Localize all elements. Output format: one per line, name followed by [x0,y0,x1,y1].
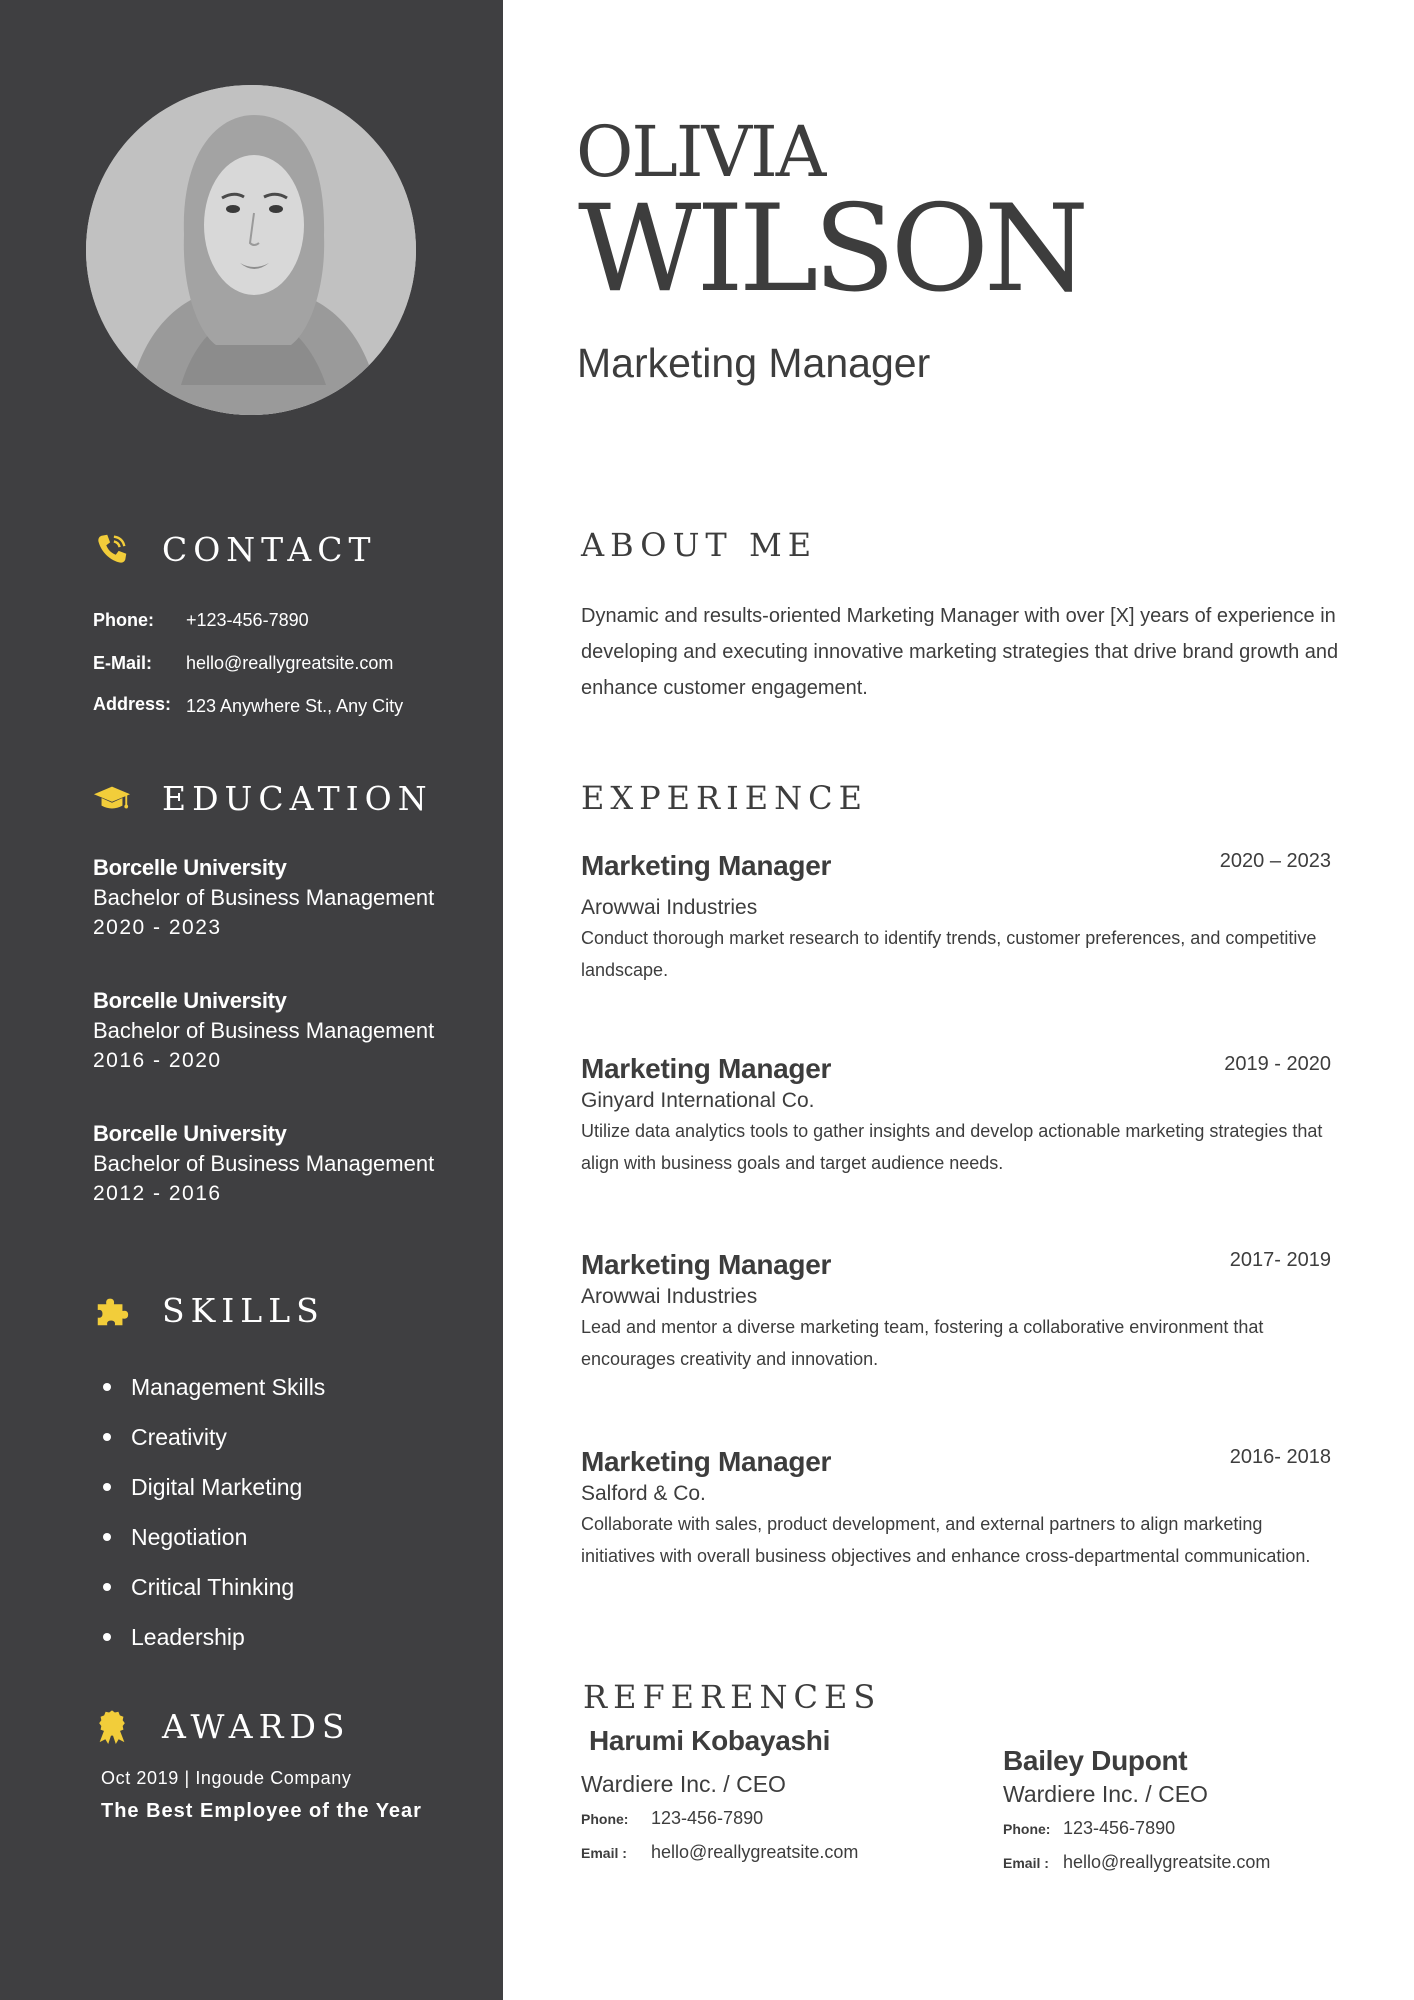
skill-item [103,1562,325,1612]
education-item [93,1119,434,1209]
education-school: Borcelle University [93,988,287,1013]
experience-role: Marketing Manager [581,1249,832,1280]
experience-role: Marketing Manager [581,850,832,881]
reference-company: Wardiere Inc. / CEO [1003,1781,1208,1807]
experience-role: Marketing Manager [581,1053,832,1084]
about-text: Dynamic and results-oriented Marketing Manager with over [X] years of experience in developing and executing innovative marketing strategies that drive brand growth and enhance customer engagement. [581,605,1339,699]
experience-company: Arowwai Industries [581,1285,758,1308]
graduation-cap-icon [92,778,132,818]
skill-item [103,1512,325,1562]
skills-list [103,1362,325,1662]
phone-label: Phone: [93,610,154,630]
reference-item [1003,1745,1271,1886]
skill-item [103,1612,325,1662]
phone-value[interactable]: +123-456-7890 [186,610,309,630]
skill-label: Leadership [131,1623,245,1650]
bullet-icon [103,1533,111,1541]
education-school: Borcelle University [93,1121,287,1146]
first-name: OLIVIA [576,111,825,193]
reference-phone-label: Phone: [581,1811,629,1827]
bullet-icon [103,1433,111,1441]
skill-item [103,1462,325,1512]
education-item [93,853,434,943]
experience-period: 2017- 2019 [1229,1249,1331,1271]
references-heading: REFERENCES [583,1678,882,1716]
reference-email-row [1003,1852,1271,1886]
education-years: 2016 - 2020 [93,1049,222,1072]
sidebar [0,0,503,2000]
award-title: The Best Employee of the Year [101,1800,422,1822]
education-years: 2020 - 2023 [93,916,222,939]
education-heading [92,778,433,818]
phone-icon [92,529,132,569]
skill-label: Negotiation [131,1523,248,1550]
experience-role: Marketing Manager [581,1446,832,1477]
address-value: 123 Anywhere St., Any City [186,696,404,716]
awards-heading-text: AWARDS [162,1706,351,1746]
skills-heading-text: SKILLS [162,1290,325,1330]
education-heading-text: EDUCATION [162,778,433,818]
contact-heading-text: CONTACT [162,529,377,569]
about-heading: ABOUT ME [581,526,818,564]
education-degree: Bachelor of Business Management [93,885,435,910]
address-label: Address: [93,694,172,714]
skill-item [103,1412,325,1462]
reference-phone[interactable]: 123-456-7890 [651,1808,764,1828]
reference-email[interactable]: hello@reallygreatsite.com [651,1842,859,1862]
experience-description: Collaborate with sales, product development, and external partners to align marketing initiatives with overall business objectives and enhance cross-departmental communication. [581,1514,1311,1566]
reference-company: Wardiere Inc. / CEO [581,1771,786,1797]
contact-heading [92,529,376,569]
skill-label: Digital Marketing [131,1473,303,1500]
experience-period: 2020 – 2023 [1219,850,1331,872]
reference-phone-row [1003,1818,1208,1852]
experience-item [581,1053,1331,1179]
experience-description: Utilize data analytics tools to gather insights and develop actionable marketing strategies that align with business goals and target audience needs. [581,1121,1323,1173]
skill-item [103,1362,325,1412]
reference-name: Harumi Kobayashi [589,1725,831,1756]
education-degree: Bachelor of Business Management [93,1018,435,1043]
experience-description: Lead and mentor a diverse marketing team, fostering a collaborative environment that encourages creativity and innovation. [581,1317,1264,1369]
portrait-photo-icon [86,85,416,415]
reference-email-label: Email : [581,1845,627,1861]
email-label: E-Mail: [93,653,153,673]
award-date: Oct 2019 | Ingoude Company [101,1768,352,1788]
experience-item [581,1446,1331,1572]
email-value[interactable]: hello@reallygreatsite.com [186,653,394,673]
reference-email-label: Email : [1003,1855,1049,1871]
reference-email[interactable]: hello@reallygreatsite.com [1063,1852,1271,1872]
experience-item [581,1249,1331,1375]
reference-phone-label: Phone: [1003,1821,1051,1837]
experience-item [581,850,1331,986]
experience-company: Arowwai Industries [581,896,758,919]
experience-description: Conduct thorough market research to identify trends, customer preferences, and competitive landscape. [581,928,1317,980]
experience-period: 2016- 2018 [1229,1446,1331,1468]
experience-company: Salford & Co. [581,1482,706,1505]
skill-label: Creativity [131,1423,227,1450]
experience-company: Ginyard International Co. [581,1089,815,1112]
skills-heading [92,1290,325,1330]
reference-item [581,1725,859,1876]
reference-email-row [581,1842,859,1876]
bullet-icon [103,1633,111,1641]
reference-phone[interactable]: 123-456-7890 [1063,1818,1176,1838]
reference-phone-row [581,1808,830,1842]
awards-heading [92,1706,351,1746]
skill-label: Management Skills [131,1373,326,1400]
education-school: Borcelle University [93,855,287,880]
bullet-icon [103,1383,111,1391]
education-years: 2012 - 2016 [93,1182,222,1205]
experience-heading: EXPERIENCE [581,779,868,817]
bullet-icon [103,1483,111,1491]
education-item [93,986,434,1076]
education-degree: Bachelor of Business Management [93,1151,435,1176]
puzzle-icon [92,1290,132,1330]
experience-period: 2019 - 2020 [1224,1053,1331,1075]
skill-label: Critical Thinking [131,1573,295,1600]
reference-name: Bailey Dupont [1003,1745,1188,1776]
job-title: Marketing Manager [577,340,931,386]
award-ribbon-icon [92,1706,132,1746]
last-name: WILSON [578,180,1085,319]
profile-photo [86,85,416,415]
bullet-icon [103,1583,111,1591]
